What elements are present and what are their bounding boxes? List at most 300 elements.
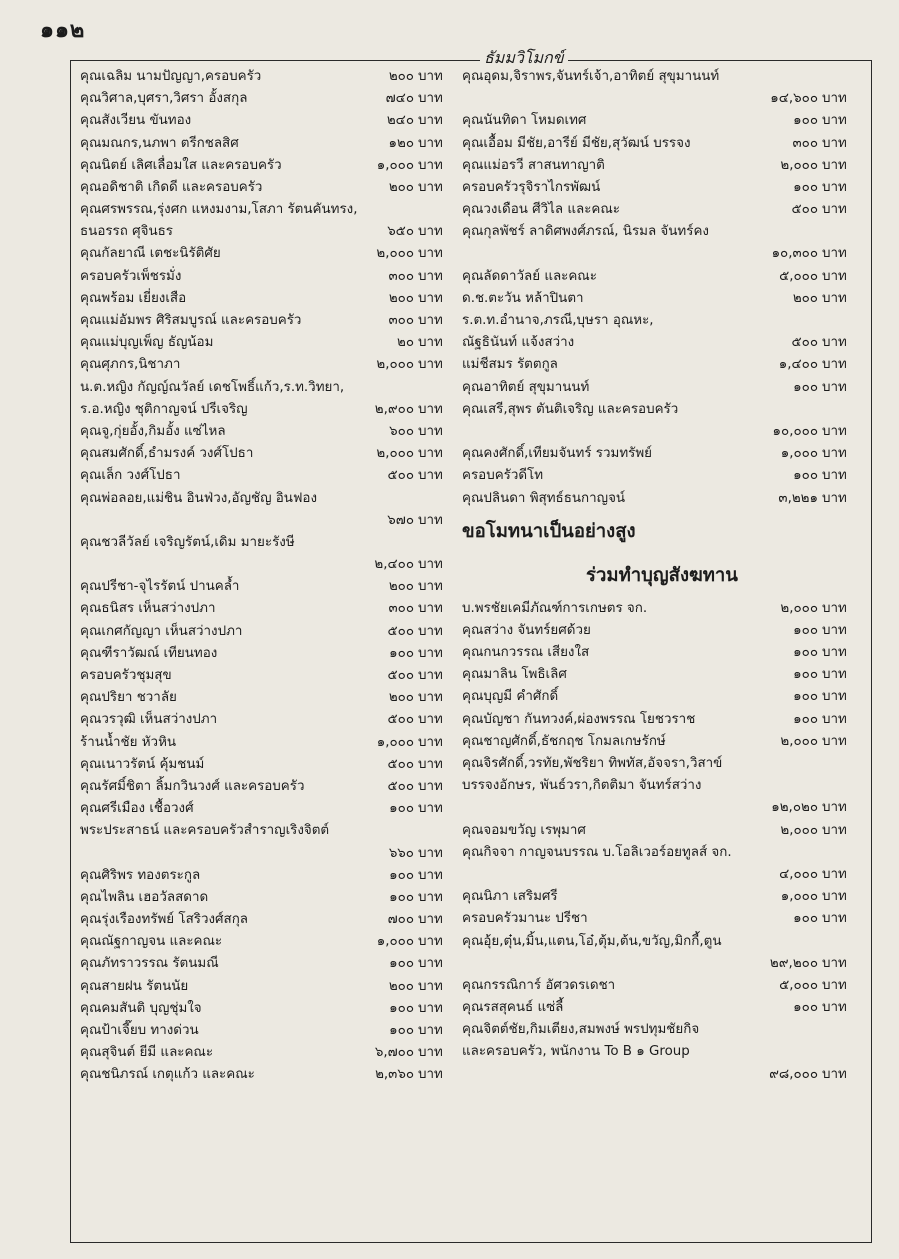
currency-unit: บาท <box>418 912 443 928</box>
donor-row <box>462 110 862 132</box>
donation-amount: ๑๐๐ <box>793 689 818 705</box>
donor-name: คุณฑีราวัฒณ์ เทียนทอง <box>80 645 218 661</box>
donation-amount: ๕๐๐ <box>387 778 414 794</box>
donor-row <box>80 443 458 465</box>
donor-row <box>80 221 458 243</box>
donor-row <box>80 288 458 310</box>
donor-row <box>462 199 862 221</box>
donor-row <box>462 1019 862 1041</box>
donation-amount: ๑๐๐ <box>389 801 414 817</box>
currency-unit: บาท <box>822 1066 847 1082</box>
donor-row <box>462 421 862 443</box>
currency-unit: บาท <box>418 557 443 573</box>
donor-name: คุณอดิชาติ เกิดดี และครอบครัว <box>80 179 263 195</box>
donor-row <box>80 532 458 554</box>
donor-row <box>462 731 862 753</box>
currency-unit: บาท <box>418 756 443 772</box>
donor-row <box>462 620 862 642</box>
donor-row <box>80 110 458 132</box>
donor-name: คุณชาญศักดิ์,ธัชกฤช โกมลเกษรักษ์ <box>462 733 666 749</box>
donor-name: คุณนิตย์ เลิศเลื่อมใส และครอบครัว <box>80 157 282 173</box>
currency-unit: บาท <box>822 357 847 373</box>
donor-name: คุณจู,กุ่ยอั้ง,กิมอั้ง แซ่ไหล <box>80 423 226 439</box>
donation-amount: ๑๐,๓๐๐ <box>771 246 818 262</box>
donation-amount: ๑๐๐ <box>389 956 414 972</box>
donor-row <box>462 642 862 664</box>
donation-amount: ๓๐๐ <box>792 135 818 151</box>
donor-row <box>80 510 458 532</box>
donation-amount: ๗๐๐ <box>387 912 414 928</box>
donor-row <box>80 998 458 1020</box>
donation-amount: ๑,๐๐๐ <box>376 934 414 950</box>
donor-row <box>462 842 862 864</box>
currency-unit: บาท <box>822 157 847 173</box>
donor-name: ณัฐธินันท์ แจ้งสว่าง <box>462 335 575 351</box>
donor-name: คุณสว่าง จันทร์ยศด้วย <box>462 622 591 638</box>
donation-amount: ๖๕๐ <box>387 224 414 240</box>
donor-name: คุณเกศกัญญา เห็นสว่างปภา <box>80 623 243 639</box>
donor-row <box>80 332 458 354</box>
donor-row <box>80 1064 458 1086</box>
donor-name: ร้านน้ำชัย หัวหิน <box>80 734 177 750</box>
donation-amount: ๕๐๐ <box>791 202 818 218</box>
donor-row <box>462 931 862 953</box>
currency-unit: บาท <box>418 845 443 861</box>
donor-name: คุณคมสันติ บุญชุ่มใจ <box>80 1000 202 1016</box>
right-column <box>462 66 862 1086</box>
currency-unit: บาท <box>418 601 443 617</box>
donor-name: บ.พรชัยเคมีภัณฑ์การเกษตร จก. <box>462 600 648 616</box>
donor-row <box>80 843 458 865</box>
donation-amount: ๒๐๐ <box>388 579 414 595</box>
donor-name: คุณชวลีวัลย์ เจริญรัตน์,เดิม มายะรังษี <box>80 534 295 550</box>
donation-amount: ๑๒๐ <box>388 135 414 151</box>
donation-amount: ๓๐๐ <box>388 601 414 617</box>
donor-name: คุณบัญชา กันทวงค์,ผ่องพรรณ โยชวราช <box>462 711 696 727</box>
donor-name: คุณภัทราวรรณ รัตนมณี <box>80 956 219 972</box>
donor-name: คุณจิตต์ชัย,กิมเตียง,สมพงษ์ พรปทุมชัยกิจ <box>462 1022 700 1038</box>
donor-row <box>462 155 862 177</box>
currency-unit: บาท <box>418 246 443 262</box>
currency-unit: บาท <box>418 1045 443 1061</box>
donor-row <box>462 266 862 288</box>
donor-name: คุณจิรศักดิ์,วรทัย,พัชริยา ทิพทัส,อัจจรา,วิสาข์ <box>462 756 723 772</box>
left-column <box>80 66 458 1087</box>
donor-name: น.ต.หญิง กัญญ์ณวัลย์ เดชโพธิ์แก้ว,ร.ท.วิทยา, <box>80 379 345 395</box>
donation-amount: ๒,๔๐๐ <box>374 557 414 573</box>
donor-name: คุณศิริพร ทองตระกูล <box>80 867 201 883</box>
donor-list-top <box>462 66 862 510</box>
donor-name: คุณธนิสร เห็นสว่างปภา <box>80 601 216 617</box>
currency-unit: บาท <box>418 135 443 151</box>
donor-row <box>80 1042 458 1064</box>
currency-unit: บาท <box>418 313 443 329</box>
donor-name: คุณปรีชา-จุไรรัตน์ ปานคล้ำ <box>80 579 240 595</box>
currency-unit: บาท <box>418 401 443 417</box>
donor-row <box>80 576 458 598</box>
donation-amount: ๒๐ <box>397 335 414 351</box>
donor-name: แม่ชีสมร รัตตกูล <box>462 357 558 373</box>
currency-unit: บาท <box>822 490 847 506</box>
donor-name: บรรจงอักษร, พันธ์วรา,กิตติมา จันทร์สว่าง <box>462 778 702 794</box>
donor-name: คุณวงเดือน ศีวิไล และคณะ <box>462 202 620 218</box>
currency-unit: บาท <box>418 1067 443 1083</box>
donor-row <box>462 687 862 709</box>
donor-row <box>462 664 862 686</box>
currency-unit: บาท <box>418 978 443 994</box>
donor-name: คุณบุญมี คำศักดิ์ <box>462 689 559 705</box>
donor-row <box>462 354 862 376</box>
donation-amount: ๑๐๐ <box>793 113 818 129</box>
donor-row <box>80 865 458 887</box>
currency-unit: บาท <box>418 1023 443 1039</box>
currency-unit: บาท <box>822 290 847 306</box>
donor-row <box>462 886 862 908</box>
donor-name: คุณไพลิน เฮอวัลสดาด <box>80 889 209 905</box>
donor-row <box>462 997 862 1019</box>
donor-name: คุณชนิภรณ์ เกตุแก้ว และคณะ <box>80 1067 255 1083</box>
donor-name: ครอบครัวรุจิราไกรพัฒน์ <box>462 179 601 195</box>
donor-row <box>462 221 862 243</box>
donor-name: คุณวิศาล,บุศรา,วิศรา อั้งสกุล <box>80 91 248 107</box>
currency-unit: บาท <box>822 379 847 395</box>
donation-amount: ๒,๐๐๐ <box>376 246 414 262</box>
header-title: ธัมมวิโมกข์ <box>480 46 568 71</box>
donation-amount: ๒๙,๒๐๐ <box>769 955 818 971</box>
currency-unit: บาท <box>822 667 847 683</box>
donor-row <box>80 177 458 199</box>
donor-name: ครอบครัวเพ็ชรมั่ง <box>80 268 182 284</box>
donor-row <box>462 310 862 332</box>
donor-name: คุณศรพรรณ,รุ่งศก แหงมงาม,โสภา รัตนคันทรง, <box>80 202 358 218</box>
donation-amount: ๒๐๐ <box>388 68 414 84</box>
donor-row <box>80 1020 458 1042</box>
currency-unit: บาท <box>822 246 847 262</box>
currency-unit: บาท <box>822 689 847 705</box>
donation-amount: ๑๐๐ <box>793 667 818 683</box>
currency-unit: บาท <box>822 423 847 439</box>
donor-row <box>462 332 862 354</box>
thanks-heading: ขอโมทนาเป็นอย่างสูง <box>462 520 636 542</box>
currency-unit: บาท <box>418 335 443 351</box>
donor-name: คุณลัดดาวัลย์ และคณะ <box>462 268 597 284</box>
donation-amount: ๒๐๐ <box>792 290 818 306</box>
donor-name: คุณสังเวียน ขันทอง <box>80 113 192 129</box>
currency-unit: บาท <box>822 977 847 993</box>
donation-amount: ๕๐๐ <box>387 756 414 772</box>
donation-amount: ๕๐๐ <box>387 468 414 484</box>
donor-row <box>462 133 862 155</box>
donation-amount: ๑๒,๐๒๐ <box>771 800 818 816</box>
donation-amount: ๓๐๐ <box>388 268 414 284</box>
currency-unit: บาท <box>822 179 847 195</box>
donor-row <box>462 1042 862 1064</box>
donation-amount: ๑๔,๖๐๐ <box>770 91 818 107</box>
donor-name: คุณกัลยาณี เตชะนิรัติศัย <box>80 246 221 262</box>
donor-row <box>80 798 458 820</box>
donation-amount: ๒๐๐ <box>388 179 414 195</box>
donor-name: คุณกรรณิการ์ อัศวดรเดชา <box>462 977 616 993</box>
donation-amount: ๑๐๐ <box>389 645 414 661</box>
donor-row <box>462 88 862 110</box>
donor-name: คุณเฉลิม นามปัญญา,ครอบครัว <box>80 68 262 84</box>
donation-amount: ๒๐๐ <box>388 290 414 306</box>
currency-unit: บาท <box>822 268 847 284</box>
donation-amount: ๑,๐๐๐ <box>376 157 414 173</box>
donor-row <box>80 820 458 842</box>
currency-unit: บาท <box>418 224 443 240</box>
donor-name: คุณพ่อลอย,แม่ชิน อินฟ่วง,อัญชัญ อินฟอง <box>80 490 318 506</box>
donor-name: คุณวรวุฒิ เห็นสว่างปภา <box>80 712 218 728</box>
donation-amount: ๑๐๐ <box>389 1023 414 1039</box>
currency-unit: บาท <box>822 733 847 749</box>
donor-name: ร.อ.หญิง ชุติกาญจน์ ปรีเจริญ <box>80 401 248 417</box>
donation-amount: ๒,๓๖๐ <box>375 1067 414 1083</box>
donor-row <box>80 754 458 776</box>
donor-row <box>80 665 458 687</box>
donor-row <box>80 599 458 621</box>
donor-name: คุณปลินดา พิสุทธ์ธนกาญจน์ <box>462 490 626 506</box>
donation-amount: ๒,๙๐๐ <box>374 401 414 417</box>
currency-unit: บาท <box>418 645 443 661</box>
currency-unit: บาท <box>418 734 443 750</box>
currency-unit: บาท <box>418 113 443 129</box>
donation-amount: ๓,๒๒๑ <box>778 490 818 506</box>
donor-name: ครอบครัวดีโท <box>462 468 544 484</box>
donor-row <box>80 399 458 421</box>
donor-row <box>462 598 862 620</box>
donor-name: คุณสุจินต์ ยีมี และคณะ <box>80 1045 214 1061</box>
donor-name: คุณกนกวรรณ เสียงใส <box>462 645 590 661</box>
donor-row <box>462 1064 862 1086</box>
donation-amount: ๑๐๐ <box>793 1000 818 1016</box>
donor-row <box>462 177 862 199</box>
donation-amount: ๑,๐๐๐ <box>376 734 414 750</box>
donation-amount: ๖๐๐ <box>389 423 414 439</box>
currency-unit: บาท <box>822 645 847 661</box>
donor-name: คุณแม่บุญเพ็ญ ธัญน้อม <box>80 335 214 351</box>
currency-unit: บาท <box>822 113 847 129</box>
donation-amount: ๕,๐๐๐ <box>779 268 818 284</box>
donor-row <box>80 88 458 110</box>
donation-amount: ๒,๐๐๐ <box>780 822 818 838</box>
donor-row <box>462 953 862 975</box>
donation-amount: ๒,๐๐๐ <box>376 446 414 462</box>
donor-row <box>80 377 458 399</box>
donation-amount: ๕๐๐ <box>387 712 414 728</box>
donor-row <box>462 864 862 886</box>
donor-row <box>462 775 862 797</box>
donor-row <box>462 443 862 465</box>
currency-unit: บาท <box>822 800 847 816</box>
donation-amount: ๒,๐๐๐ <box>376 357 414 373</box>
currency-unit: บาท <box>418 623 443 639</box>
donor-name: คุณณัฐกาญจน และคณะ <box>80 934 223 950</box>
donor-row <box>80 931 458 953</box>
donor-name: ด.ช.ตะวัน หล้าปินตา <box>462 290 584 306</box>
donation-amount: ๑๐๐ <box>793 179 818 195</box>
donor-row <box>462 465 862 487</box>
donor-name: ครอบครัวชุมสุข <box>80 668 172 684</box>
donor-list-bottom <box>462 598 862 1086</box>
donor-name: คุณจอมขวัญ เรพุมาศ <box>462 822 586 838</box>
currency-unit: บาท <box>418 290 443 306</box>
donor-name: และครอบครัว, พนักงาน To B ๑ Group <box>462 1044 690 1060</box>
donation-amount: ๑๐๐ <box>793 911 818 927</box>
currency-unit: บาท <box>822 622 847 638</box>
donor-name: คุณป้าเจี๊ยบ ทางด่วน <box>80 1023 199 1039</box>
donor-name: คุณกุลพัชร์ ลาดิศพงศ์ภรณ์, นิรมล จันทร์คง <box>462 224 709 240</box>
donor-name: คุณเนาวรัตน์ คุ้มชนม์ <box>80 756 205 772</box>
currency-unit: บาท <box>418 68 443 84</box>
donor-name: คุณปริยา ชวาลัย <box>80 690 177 706</box>
donation-amount: ๒๐๐ <box>388 978 414 994</box>
donation-amount: ๒๔๐ <box>386 113 414 129</box>
donation-amount: ๖๖๐ <box>388 845 414 861</box>
donation-amount: ๑๐๐ <box>793 711 818 727</box>
currency-unit: บาท <box>822 711 847 727</box>
currency-unit: บาท <box>418 867 443 883</box>
donation-amount: ๑๐๐ <box>793 468 818 484</box>
donor-name: คุณกิจจา กาญจนบรรณ บ.โอลิเวอร์อยทูลส์ จก. <box>462 844 732 860</box>
currency-unit: บาท <box>418 956 443 972</box>
donor-name: คุณแม่อรวี สาสนทาญาติ <box>462 157 605 173</box>
donation-amount: ๕๐๐ <box>387 668 414 684</box>
donor-name: ร.ต.ท.อำนาจ,ภรณี,บุษรา อุณหะ, <box>462 313 654 329</box>
donor-row <box>80 976 458 998</box>
donor-row <box>80 776 458 798</box>
donor-name: คุณเอื้อม มีชัย,อารีย์ มีชัย,สุวัฒน์ บรรจง <box>462 135 691 151</box>
donor-row <box>80 554 458 576</box>
donor-row <box>462 488 862 510</box>
donor-row <box>80 266 458 288</box>
donor-row <box>80 421 458 443</box>
donation-amount: ๒,๐๐๐ <box>780 733 818 749</box>
currency-unit: บาท <box>418 778 443 794</box>
donation-amount: ๒๐๐ <box>388 690 414 706</box>
donor-name: คุณพร้อม เยี่ยงเสือ <box>80 290 187 306</box>
donor-name: คุณรสสุคนธ์ แซ่ลี้ <box>462 1000 564 1016</box>
donation-amount: ๑๐๐ <box>389 889 414 905</box>
donation-amount: ๑๐๐ <box>389 1000 414 1016</box>
donor-row <box>80 954 458 976</box>
donation-amount: ๖,๗๐๐ <box>374 1045 414 1061</box>
donation-amount: ๑,๔๐๐ <box>778 357 818 373</box>
donation-amount: ๕๐๐ <box>791 335 818 351</box>
donation-amount: ๑,๐๐๐ <box>780 889 818 905</box>
donor-row <box>80 909 458 931</box>
currency-unit: บาท <box>822 911 847 927</box>
donor-row <box>80 687 458 709</box>
donation-amount: ๔,๐๐๐ <box>779 866 818 882</box>
donor-name: คุณอุดม,จิราพร,จันทร์เจ้า,อาทิตย์ สุขุมานนท์ <box>462 68 720 84</box>
donation-amount: ๑๐,๐๐๐ <box>772 423 818 439</box>
donor-row <box>462 377 862 399</box>
donor-name: คุณเสรี,สุพร ตันติเจริญ และครอบครัว <box>462 401 679 417</box>
currency-unit: บาท <box>822 135 847 151</box>
donation-amount: ๑๐๐ <box>793 622 818 638</box>
donor-name: ครอบครัวมานะ ปรีชา <box>462 911 588 927</box>
donor-row <box>462 753 862 775</box>
donation-amount: ๒,๐๐๐ <box>780 600 818 616</box>
donor-row <box>80 199 458 221</box>
currency-unit: บาท <box>418 268 443 284</box>
donor-name: คุณคงศักดิ์,เทียมจันทร์ รวมทรัพย์ <box>462 446 653 462</box>
currency-unit: บาท <box>418 889 443 905</box>
donor-row <box>462 288 862 310</box>
donor-name: พระประสาธน์ และครอบครัวสำราญเริงจิตต์ <box>80 823 330 839</box>
currency-unit: บาท <box>418 357 443 373</box>
currency-unit: บาท <box>418 801 443 817</box>
donor-row <box>462 908 862 930</box>
currency-unit: บาท <box>822 866 847 882</box>
donation-amount: ๕๐๐ <box>387 623 414 639</box>
donor-row <box>80 465 458 487</box>
donor-row <box>462 975 862 997</box>
donor-name: คุณสมศักดิ์,ธำมรงค์ วงศ์โปธา <box>80 446 254 462</box>
currency-unit: บาท <box>822 335 847 351</box>
donation-amount: ๑,๐๐๐ <box>780 446 818 462</box>
currency-unit: บาท <box>822 955 847 971</box>
donation-amount: ๑๐๐ <box>389 867 414 883</box>
currency-unit: บาท <box>418 668 443 684</box>
donor-row <box>80 709 458 731</box>
donation-amount: ๖๗๐ <box>387 512 414 528</box>
currency-unit: บาท <box>418 1000 443 1016</box>
donor-row <box>80 643 458 665</box>
donor-name: คุณมณกร,นภพา ตรีกชลสิศ <box>80 135 239 151</box>
currency-unit: บาท <box>418 579 443 595</box>
donor-name: คุณอาทิตย์ สุขุมานนท์ <box>462 379 590 395</box>
currency-unit: บาท <box>418 512 443 528</box>
donation-amount: ๒,๐๐๐ <box>780 157 818 173</box>
donor-name: คุณศุภกร,นิชาภา <box>80 357 181 373</box>
currency-unit: บาท <box>822 1000 847 1016</box>
currency-unit: บาท <box>418 91 443 107</box>
donor-name: คุณสายฝน รัตนนัย <box>80 978 189 994</box>
currency-unit: บาท <box>822 889 847 905</box>
donor-name: คุณเล็ก วงศ์โปธา <box>80 468 181 484</box>
donor-name: คุณศรีเมือง เชื้อวงศ์ <box>80 801 194 817</box>
donor-name: คุณอุ้ย,ตุ๋น,มิ้น,แตน,โอ๋,ตุ้ม,ต้น,ขวัญ,มิกกี้,ตูน <box>462 933 722 949</box>
donor-row <box>80 66 458 88</box>
donor-row <box>462 66 862 88</box>
currency-unit: บาท <box>822 600 847 616</box>
donor-name: คุณนันทิดา โหมดเทศ <box>462 113 587 129</box>
currency-unit: บาท <box>822 446 847 462</box>
donor-row <box>80 133 458 155</box>
page-number: ๑๑๒ <box>40 18 86 43</box>
donation-amount: ๑๐๐ <box>793 645 818 661</box>
donor-row <box>462 399 862 421</box>
section-heading: ร่วมทำบุญสังฆทาน <box>586 564 738 586</box>
donor-row <box>462 797 862 819</box>
donor-name: คุณมาลิน โพธิเลิศ <box>462 667 567 683</box>
currency-unit: บาท <box>418 423 443 439</box>
donor-row <box>80 155 458 177</box>
donation-amount: ๙๘,๐๐๐ <box>769 1066 818 1082</box>
donor-row <box>80 488 458 510</box>
donor-row <box>80 887 458 909</box>
donor-row <box>80 354 458 376</box>
donation-amount: ๑๐๐ <box>793 379 818 395</box>
donor-name: คุณแม่อัมพร ศิริสมบูรณ์ และครอบครัว <box>80 313 302 329</box>
donor-row <box>462 820 862 842</box>
donor-row <box>80 310 458 332</box>
currency-unit: บาท <box>822 822 847 838</box>
donor-name: คุณรัศมิ์ชิตา ลิ้มกวินวงศ์ และครอบครัว <box>80 778 305 794</box>
donor-name: คุณนิภา เสริมศรี <box>462 889 558 905</box>
